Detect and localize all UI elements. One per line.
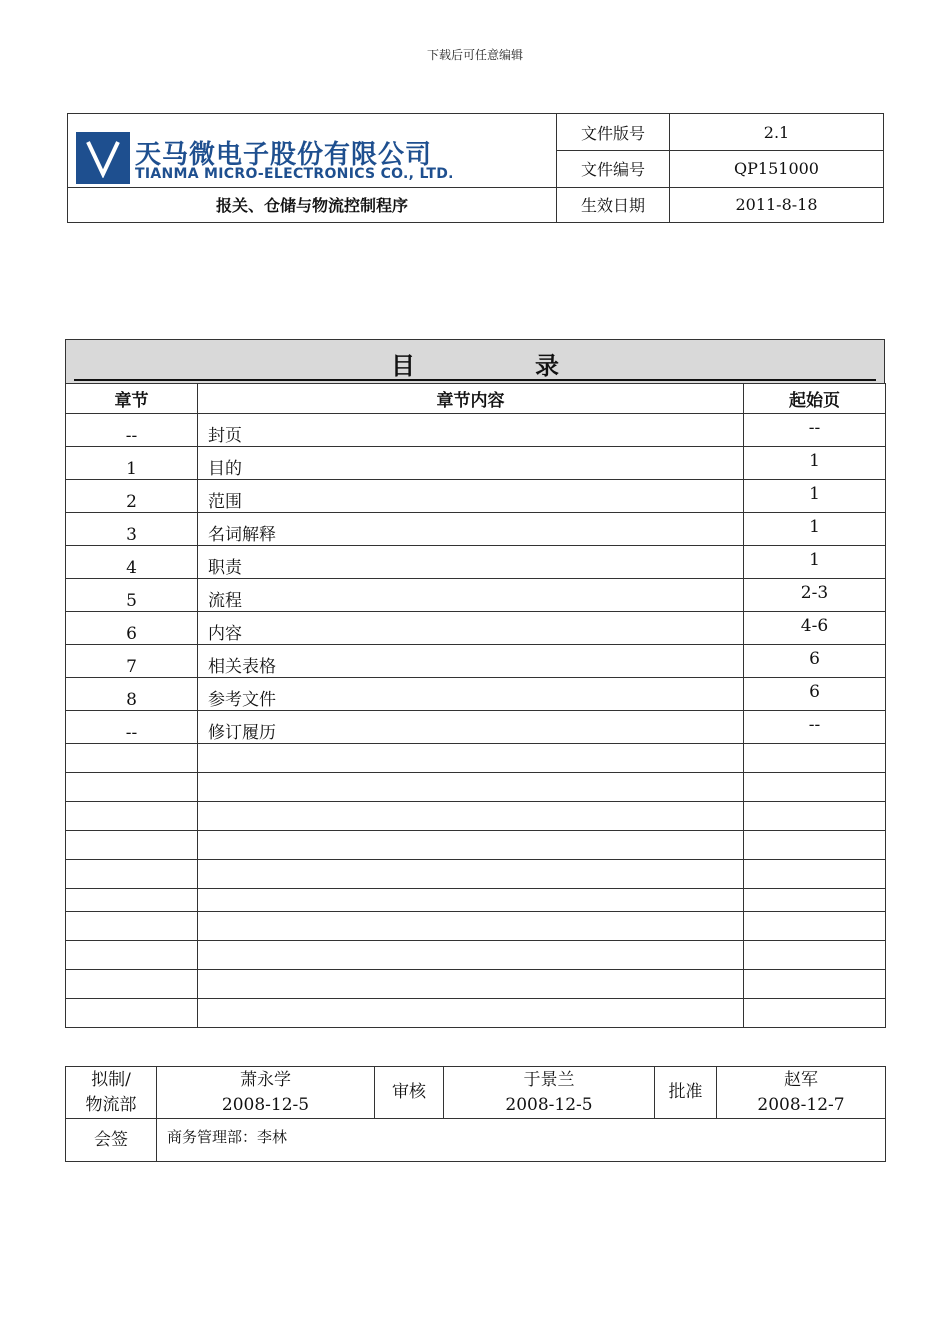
toc-content-cell: 封页: [198, 414, 744, 447]
toc-empty-row: [66, 889, 886, 912]
toc-empty-row: [66, 744, 886, 773]
drafter-label: [66, 1067, 157, 1119]
column-header-start-page: 起始页: [744, 384, 886, 414]
toc-row: [66, 447, 886, 480]
toc-content-cell: 内容: [198, 612, 744, 645]
toc-empty-row: [66, 860, 886, 889]
toc-empty-cell: [198, 802, 744, 831]
toc-empty-cell: [66, 912, 198, 941]
toc-empty-row: [66, 970, 886, 999]
toc-page-cell: 1: [744, 513, 886, 546]
toc-page-cell: 1: [744, 447, 886, 480]
table-of-contents: [65, 339, 885, 1028]
reviewer-name: 于景兰: [523, 1069, 575, 1090]
toc-chapter-cell: 8: [66, 678, 198, 711]
toc-row: [66, 579, 886, 612]
toc-page-cell: 4-6: [744, 612, 886, 645]
drafter-label-line2: 物流部: [85, 1094, 137, 1115]
toc-empty-cell: [198, 744, 744, 773]
column-header-content: 章节内容: [198, 384, 744, 414]
toc-empty-cell: [66, 831, 198, 860]
toc-empty-cell: [744, 773, 886, 802]
toc-chapter-cell: 7: [66, 645, 198, 678]
toc-empty-cell: [66, 941, 198, 970]
toc-content-cell: 名词解释: [198, 513, 744, 546]
toc-column-header-row: [66, 384, 886, 414]
toc-chapter-cell: 5: [66, 579, 198, 612]
approve-label: 批准: [655, 1067, 717, 1119]
drafter-label-line1: 拟制/: [91, 1069, 131, 1090]
signoff-table: [65, 1066, 886, 1162]
toc-title-rule: [74, 379, 876, 381]
toc-content-cell: 参考文件: [198, 678, 744, 711]
company-name-en: TIANMA MICRO-ELECTRONICS CO., LTD.: [135, 166, 454, 182]
logo-mark: [76, 132, 130, 184]
countersign-value: 商务管理部：李林: [157, 1119, 886, 1162]
toc-empty-row: [66, 941, 886, 970]
approver-cell: [717, 1067, 886, 1119]
toc-empty-cell: [198, 941, 744, 970]
toc-empty-cell: [198, 773, 744, 802]
toc-empty-cell: [744, 970, 886, 999]
toc-empty-row: [66, 831, 886, 860]
field-value-version: 2.1: [670, 114, 884, 151]
watermark-text: 下载后可任意编辑: [426, 48, 523, 62]
toc-empty-row: [66, 773, 886, 802]
toc-empty-cell: [66, 970, 198, 999]
toc-table: [65, 383, 886, 1028]
toc-empty-cell: [198, 889, 744, 912]
toc-row: [66, 711, 886, 744]
toc-chapter-cell: 2: [66, 480, 198, 513]
toc-row: [66, 645, 886, 678]
toc-empty-cell: [744, 941, 886, 970]
toc-content-cell: 修订履历: [198, 711, 744, 744]
toc-page-cell: 6: [744, 645, 886, 678]
toc-content-cell: 流程: [198, 579, 744, 612]
toc-empty-cell: [66, 744, 198, 773]
toc-page-cell: --: [744, 414, 886, 447]
toc-empty-row: [66, 802, 886, 831]
drafter-cell: [157, 1067, 375, 1119]
toc-chapter-cell: 3: [66, 513, 198, 546]
toc-chapter-cell: 6: [66, 612, 198, 645]
toc-page-cell: 1: [744, 546, 886, 579]
field-value-effective-date: 2011-8-18: [670, 187, 884, 222]
toc-row: [66, 612, 886, 645]
toc-empty-cell: [66, 802, 198, 831]
field-label-version: 文件版号: [557, 114, 670, 151]
field-value-doc-number: QP151000: [670, 151, 884, 187]
approver-date: 2008-12-7: [757, 1094, 845, 1115]
toc-empty-cell: [198, 831, 744, 860]
toc-empty-cell: [198, 912, 744, 941]
toc-empty-cell: [744, 744, 886, 773]
toc-empty-row: [66, 999, 886, 1028]
company-logo: [68, 114, 557, 188]
toc-chapter-cell: 1: [66, 447, 198, 480]
document-header: [67, 113, 884, 223]
countersign-label: 会签: [66, 1119, 157, 1162]
toc-empty-cell: [744, 860, 886, 889]
drafter-date: 2008-12-5: [221, 1094, 310, 1115]
toc-chapter-cell: --: [66, 414, 198, 447]
toc-row: [66, 414, 886, 447]
logo-v-icon: [85, 138, 121, 178]
company-name-cn: 天马微电子股份有限公司: [135, 140, 433, 170]
toc-empty-cell: [744, 802, 886, 831]
toc-page-cell: 6: [744, 678, 886, 711]
toc-empty-cell: [198, 999, 744, 1028]
toc-row: [66, 546, 886, 579]
toc-chapter-cell: --: [66, 711, 198, 744]
toc-empty-cell: [744, 999, 886, 1028]
toc-page-cell: --: [744, 711, 886, 744]
toc-page-cell: 1: [744, 480, 886, 513]
toc-title: 目录: [391, 352, 679, 380]
toc-empty-cell: [66, 889, 198, 912]
toc-page-cell: 2-3: [744, 579, 886, 612]
toc-chapter-cell: 4: [66, 546, 198, 579]
reviewer-cell: [444, 1067, 655, 1119]
column-header-chapter: 章节: [66, 384, 198, 414]
toc-empty-cell: [744, 912, 886, 941]
toc-empty-cell: [66, 999, 198, 1028]
reviewer-date: 2008-12-5: [505, 1094, 593, 1115]
toc-empty-cell: [66, 860, 198, 889]
toc-empty-cell: [744, 831, 886, 860]
toc-empty-cell: [744, 889, 886, 912]
toc-empty-cell: [198, 860, 744, 889]
field-label-doc-number: 文件编号: [557, 151, 670, 187]
toc-empty-cell: [66, 773, 198, 802]
toc-row: [66, 513, 886, 546]
drafter-name: 萧永学: [240, 1069, 291, 1090]
approver-name: 赵军: [784, 1069, 818, 1090]
toc-content-cell: 职责: [198, 546, 744, 579]
document-title: 报关、仓储与物流控制程序: [68, 187, 557, 222]
field-label-effective-date: 生效日期: [557, 187, 670, 222]
toc-content-cell: 目的: [198, 447, 744, 480]
toc-content-cell: 范围: [198, 480, 744, 513]
toc-row: [66, 480, 886, 513]
toc-header: [65, 339, 885, 383]
review-label: 审核: [375, 1067, 444, 1119]
toc-empty-cell: [198, 970, 744, 999]
toc-empty-row: [66, 912, 886, 941]
toc-content-cell: 相关表格: [198, 645, 744, 678]
toc-row: [66, 678, 886, 711]
